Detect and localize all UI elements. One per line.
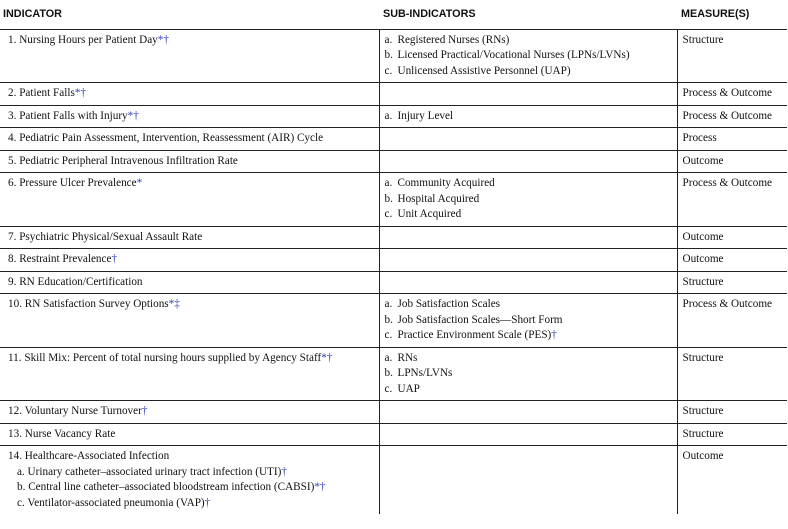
sub-indicators-cell (379, 294, 677, 348)
sub-indicators-cell (379, 105, 677, 128)
indicator-cell (0, 401, 379, 424)
measure-cell: Structure (677, 29, 787, 83)
indicator-line (8, 109, 374, 125)
indicator-subitem (8, 480, 374, 496)
sub-indicator-text: Injury Level (397, 109, 454, 122)
sub-indicator-item (385, 33, 672, 49)
sub-indicator-text: RNs (397, 351, 418, 364)
table-row (0, 401, 787, 424)
measure-cell: Process & Outcome (677, 105, 787, 128)
indicator-cell (0, 294, 379, 348)
indicator-cell (0, 173, 379, 227)
table-row (0, 271, 787, 294)
sub-indicator-item (385, 297, 672, 313)
indicator-text: 7. Psychiatric Physical/Sexual Assault Rate (8, 230, 203, 243)
table-row (0, 29, 787, 83)
indicator-line (8, 86, 374, 102)
footnote-symbols: † (111, 253, 118, 265)
indicator-text: 5. Pediatric Peripheral Intravenous Infiltration Rate (8, 154, 238, 167)
indicator-cell (0, 105, 379, 128)
measure-cell: Structure (677, 423, 787, 446)
header-indicator: INDICATOR (0, 0, 379, 29)
sub-indicators-cell (379, 401, 677, 424)
indicator-line (8, 252, 374, 268)
sub-indicator-item (385, 313, 672, 329)
indicator-line (8, 297, 374, 313)
sub-indicator-letter: a. (384, 298, 393, 310)
table-body (0, 29, 787, 514)
indicator-line (8, 33, 374, 49)
indicator-text: 11. Skill Mix: Percent of total nursing hours supplied by Agency Staff (8, 351, 322, 364)
indicator-line (8, 351, 374, 367)
measure-cell: Structure (677, 271, 787, 294)
header-measures: MEASURE(S) (677, 0, 787, 29)
footnote-symbols: † (204, 496, 211, 509)
sub-indicators-cell (379, 128, 677, 151)
table-row (0, 105, 787, 128)
sub-indicator-letter: b. (384, 192, 393, 205)
measure-cell: Outcome (677, 226, 787, 249)
indicator-subitem-text: c. Ventilator-associated pneumonia (VAP) (17, 496, 205, 509)
measure-cell: Structure (677, 401, 787, 424)
indicator-cell (0, 249, 379, 272)
indicator-cell (0, 83, 379, 106)
indicator-text: 14. Healthcare-Associated Infection (8, 450, 170, 462)
table-row (0, 423, 787, 446)
sub-indicators-cell (379, 423, 677, 446)
sub-indicator-item (385, 382, 672, 398)
sub-indicator-text: Job Satisfaction Scales (397, 298, 501, 310)
indicator-text: 10. RN Satisfaction Survey Options (8, 298, 169, 310)
indicator-line (8, 275, 374, 291)
sub-indicators-cell (379, 347, 677, 401)
sub-indicator-letter: b. (384, 313, 393, 326)
measure-cell: Structure (677, 347, 787, 401)
table-row (0, 249, 787, 272)
indicator-subitem (8, 496, 374, 512)
sub-indicator-item (385, 351, 672, 367)
measure-cell: Process (677, 128, 787, 151)
sub-indicator-item (385, 64, 672, 80)
measure-cell: Process & Outcome (677, 83, 787, 106)
sub-indicator-letter: c. (384, 64, 393, 77)
sub-indicators-cell (379, 83, 677, 106)
indicator-cell (0, 446, 379, 515)
indicator-cell (0, 29, 379, 83)
sub-indicators-cell (379, 271, 677, 294)
sub-indicator-item (385, 192, 672, 208)
indicator-line (8, 154, 374, 170)
sub-indicator-letter: b. (384, 367, 393, 379)
sub-indicators-cell (379, 226, 677, 249)
sub-indicator-text: Unit Acquired (397, 208, 462, 220)
sub-indicator-letter: a. (384, 351, 393, 364)
indicator-text: 8. Restraint Prevalence (8, 253, 112, 265)
table-row (0, 446, 787, 515)
sub-indicator-text: Community Acquired (397, 177, 495, 189)
footnote-symbols: *† (157, 33, 169, 46)
indicator-line (8, 131, 374, 147)
sub-indicator-item (385, 109, 672, 125)
indicator-text: 2. Patient Falls (8, 87, 75, 99)
indicator-line (8, 176, 374, 192)
sub-indicator-letter: b. (384, 49, 393, 61)
sub-indicator-letter: a. (384, 177, 393, 189)
indicator-text: 6. Pressure Ulcer Prevalence (8, 177, 137, 189)
sub-indicator-text: Job Satisfaction Scales—Short Form (397, 313, 563, 326)
indicator-line (8, 230, 374, 246)
sub-indicator-item (385, 207, 672, 223)
sub-indicator-item (385, 48, 672, 64)
table-row (0, 83, 787, 106)
sub-indicator-text: Unlicensed Assistive Personnel (UAP) (397, 64, 571, 77)
sub-indicator-letter: c. (384, 329, 393, 341)
indicator-line (8, 449, 374, 465)
footnote-symbols: *† (74, 87, 87, 99)
footnote-symbols: *† (127, 109, 139, 122)
indicator-text: 1. Nursing Hours per Patient Day (8, 33, 158, 46)
indicator-subitem (8, 465, 374, 481)
indicator-text: 9. RN Education/Certification (8, 275, 143, 288)
table-row (0, 347, 787, 401)
sub-indicator-text: LPNs/LVNs (397, 367, 453, 379)
indicator-text: 3. Patient Falls with Injury (8, 109, 128, 122)
measure-cell: Outcome (677, 150, 787, 173)
footnote-symbols: † (141, 405, 148, 417)
indicator-line (8, 427, 374, 443)
table-row (0, 173, 787, 227)
footnote-symbols: † (551, 329, 557, 341)
footnote-symbols: *† (321, 351, 333, 364)
sub-indicator-text: Registered Nurses (RNs) (397, 33, 510, 46)
table-row (0, 294, 787, 348)
table-row (0, 128, 787, 151)
sub-indicator-text: Practice Environment Scale (PES) (397, 329, 552, 341)
indicator-line (8, 404, 374, 420)
sub-indicators-cell (379, 173, 677, 227)
table-row (0, 150, 787, 173)
sub-indicator-letter: c. (384, 382, 393, 395)
footnote-symbols: † (281, 465, 287, 478)
sub-indicator-text: Hospital Acquired (397, 192, 480, 205)
indicator-text: 4. Pediatric Pain Assessment, Intervention, Reassessment (AIR) Cycle (8, 132, 324, 144)
sub-indicator-letter: a. (384, 33, 393, 46)
footnote-symbols: *‡ (168, 298, 180, 310)
indicator-cell (0, 347, 379, 401)
table-row (0, 226, 787, 249)
sub-indicators-cell (379, 150, 677, 173)
sub-indicator-item (385, 366, 672, 382)
indicator-cell (0, 271, 379, 294)
indicator-cell (0, 128, 379, 151)
indicator-subitem-text: b. Central line catheter–associated bloodstream infection (CABSI) (17, 481, 315, 493)
measure-cell: Process & Outcome (677, 294, 787, 348)
indicator-cell (0, 150, 379, 173)
indicator-cell (0, 423, 379, 446)
measure-cell: Process & Outcome (677, 173, 787, 227)
sub-indicators-cell (379, 446, 677, 515)
footnote-symbols: * (136, 177, 143, 189)
table-header-row (0, 0, 787, 29)
sub-indicator-text: Licensed Practical/Vocational Nurses (LPNs/LVNs) (397, 49, 630, 61)
indicator-cell (0, 226, 379, 249)
sub-indicators-cell (379, 249, 677, 272)
sub-indicator-text: UAP (397, 382, 420, 395)
sub-indicators-cell (379, 29, 677, 83)
footnote-symbols: *† (314, 481, 326, 493)
sub-indicator-letter: a. (384, 109, 393, 122)
sub-indicator-letter: c. (384, 208, 393, 220)
indicator-text: 12. Voluntary Nurse Turnover (8, 405, 142, 417)
sub-indicator-item (385, 328, 672, 344)
sub-indicator-item (385, 176, 672, 192)
measure-cell: Outcome (677, 446, 787, 515)
indicator-subitem-text: a. Urinary catheter–associated urinary tract infection (UTI) (17, 465, 282, 478)
measure-cell: Outcome (677, 249, 787, 272)
header-sub-indicators: SUB-INDICATORS (379, 0, 677, 29)
indicator-text: 13. Nurse Vacancy Rate (8, 427, 116, 440)
